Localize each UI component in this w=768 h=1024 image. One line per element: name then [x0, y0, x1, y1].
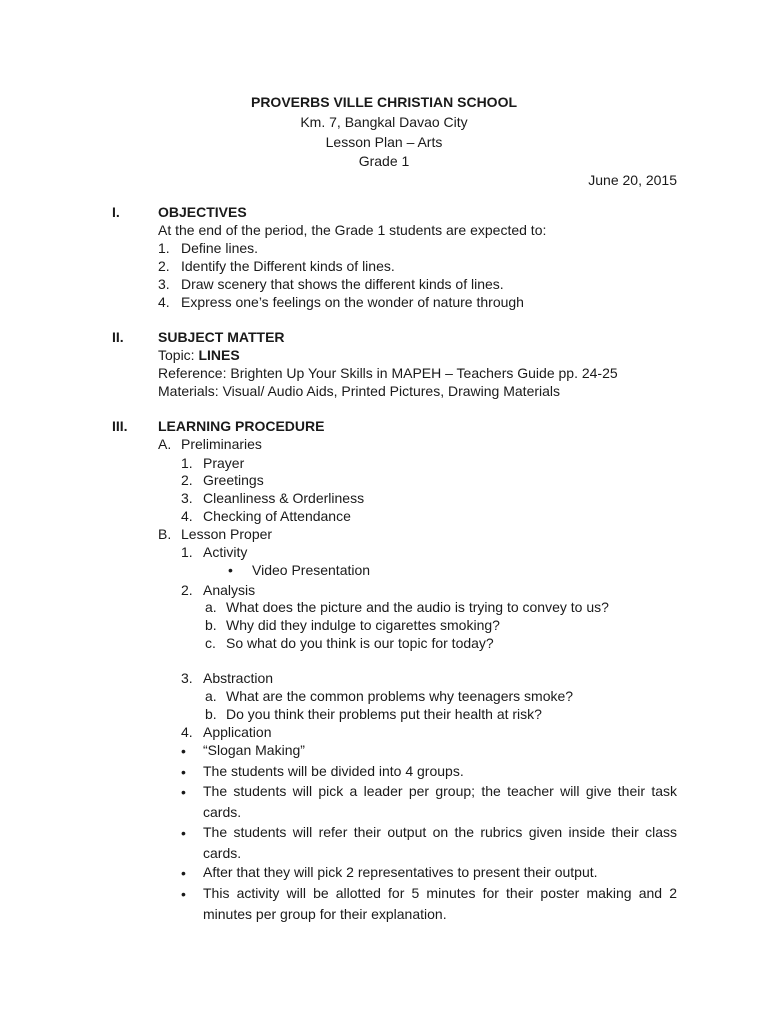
application-bullet: “Slogan Making” — [203, 742, 305, 758]
topic-value: LINES — [198, 347, 240, 363]
section-heading-objectives: OBJECTIVES — [158, 204, 247, 220]
analysis-question: Why did they indulge to cigarettes smoking? — [226, 617, 500, 633]
reference-line: Reference: Brighten Up Your Skills in MAPEH – Teachers Guide pp. 24-25 — [158, 365, 618, 381]
question-letter: b. — [205, 706, 217, 722]
objective-number: 4. — [158, 294, 170, 310]
preliminary-number: 3. — [181, 490, 193, 506]
preliminary-number: 1. — [181, 455, 193, 471]
subsection-lesson-proper: Lesson Proper — [181, 526, 273, 542]
objectives-intro: At the end of the period, the Grade 1 students are expected to: — [158, 222, 547, 238]
preliminary-item: Greetings — [203, 472, 264, 488]
bullet-icon: • — [181, 743, 186, 759]
section-numeral-objectives: I. — [112, 204, 120, 220]
objective-item: Identify the Different kinds of lines. — [181, 258, 395, 274]
question-letter: c. — [205, 635, 216, 651]
objective-number: 3. — [158, 276, 170, 292]
application-bullet: After that they will pick 2 representatives to present their output. — [203, 864, 598, 880]
preliminary-item: Prayer — [203, 455, 245, 471]
analysis-question: So what do you think is our topic for today? — [226, 635, 494, 651]
step-number: 2. — [181, 582, 193, 598]
subsection-preliminaries: Preliminaries — [181, 436, 262, 452]
objective-number: 2. — [158, 258, 170, 274]
step-number: 1. — [181, 544, 193, 560]
objective-number: 1. — [158, 240, 170, 256]
activity-bullet: Video Presentation — [252, 562, 371, 578]
bullet-icon: • — [181, 764, 186, 780]
bullet-icon: • — [181, 784, 186, 800]
section-heading-subject: SUBJECT MATTER — [158, 329, 285, 345]
materials-line: Materials: Visual/ Audio Aids, Printed Pictures, Drawing Materials — [158, 383, 561, 399]
objective-item: Draw scenery that shows the different kinds of lines. — [181, 276, 504, 292]
abstraction-question: What are the common problems why teenagers smoke? — [226, 688, 574, 704]
objective-item: Define lines. — [181, 240, 259, 256]
step-number: 3. — [181, 670, 193, 686]
bullet-icon: • — [181, 886, 186, 902]
section-numeral-procedure: III. — [112, 418, 128, 434]
preliminary-number: 4. — [181, 508, 193, 524]
step-activity: Activity — [203, 544, 248, 560]
application-bullet: The students will refer their output on the rubrics given inside their class cards. — [203, 824, 677, 861]
question-letter: a. — [205, 599, 217, 615]
step-abstraction: Abstraction — [203, 670, 274, 686]
step-application: Application — [203, 724, 272, 740]
objective-item: Express one’s feelings on the wonder of nature through — [181, 294, 524, 310]
grade-level: Grade 1 — [358, 153, 410, 169]
application-bullet: The students will be divided into 4 groups. — [203, 763, 464, 779]
bullet-icon: • — [228, 562, 233, 578]
plan-title: Lesson Plan – Arts — [325, 134, 443, 150]
preliminary-number: 2. — [181, 472, 193, 488]
section-numeral-subject: II. — [112, 329, 124, 345]
application-bullet: This activity will be allotted for 5 minutes for their poster making and 2 minutes per group for their explanation. — [203, 885, 677, 922]
abstraction-question: Do you think their problems put their health at risk? — [226, 706, 542, 722]
analysis-question: What does the picture and the audio is trying to convey to us? — [226, 599, 609, 615]
preliminary-item: Checking of Attendance — [203, 508, 351, 524]
question-letter: b. — [205, 617, 217, 633]
subsection-letter: A. — [158, 436, 172, 452]
school-address: Km. 7, Bangkal Davao City — [300, 114, 468, 130]
topic-line — [158, 346, 240, 364]
step-analysis: Analysis — [203, 582, 256, 598]
bullet-icon: • — [181, 865, 186, 881]
question-letter: a. — [205, 688, 217, 704]
school-name: PROVERBS VILLE CHRISTIAN SCHOOL — [250, 94, 518, 110]
section-heading-procedure: LEARNING PROCEDURE — [158, 418, 325, 434]
preliminary-item: Cleanliness & Orderliness — [203, 490, 365, 506]
step-number: 4. — [181, 724, 193, 740]
bullet-icon: • — [181, 825, 186, 841]
subsection-letter: B. — [158, 526, 172, 542]
topic-label: Topic: — [158, 347, 199, 363]
plan-date: June 20, 2015 — [588, 172, 677, 188]
application-bullet: The students will pick a leader per group; the teacher will give their task cards. — [203, 783, 677, 820]
